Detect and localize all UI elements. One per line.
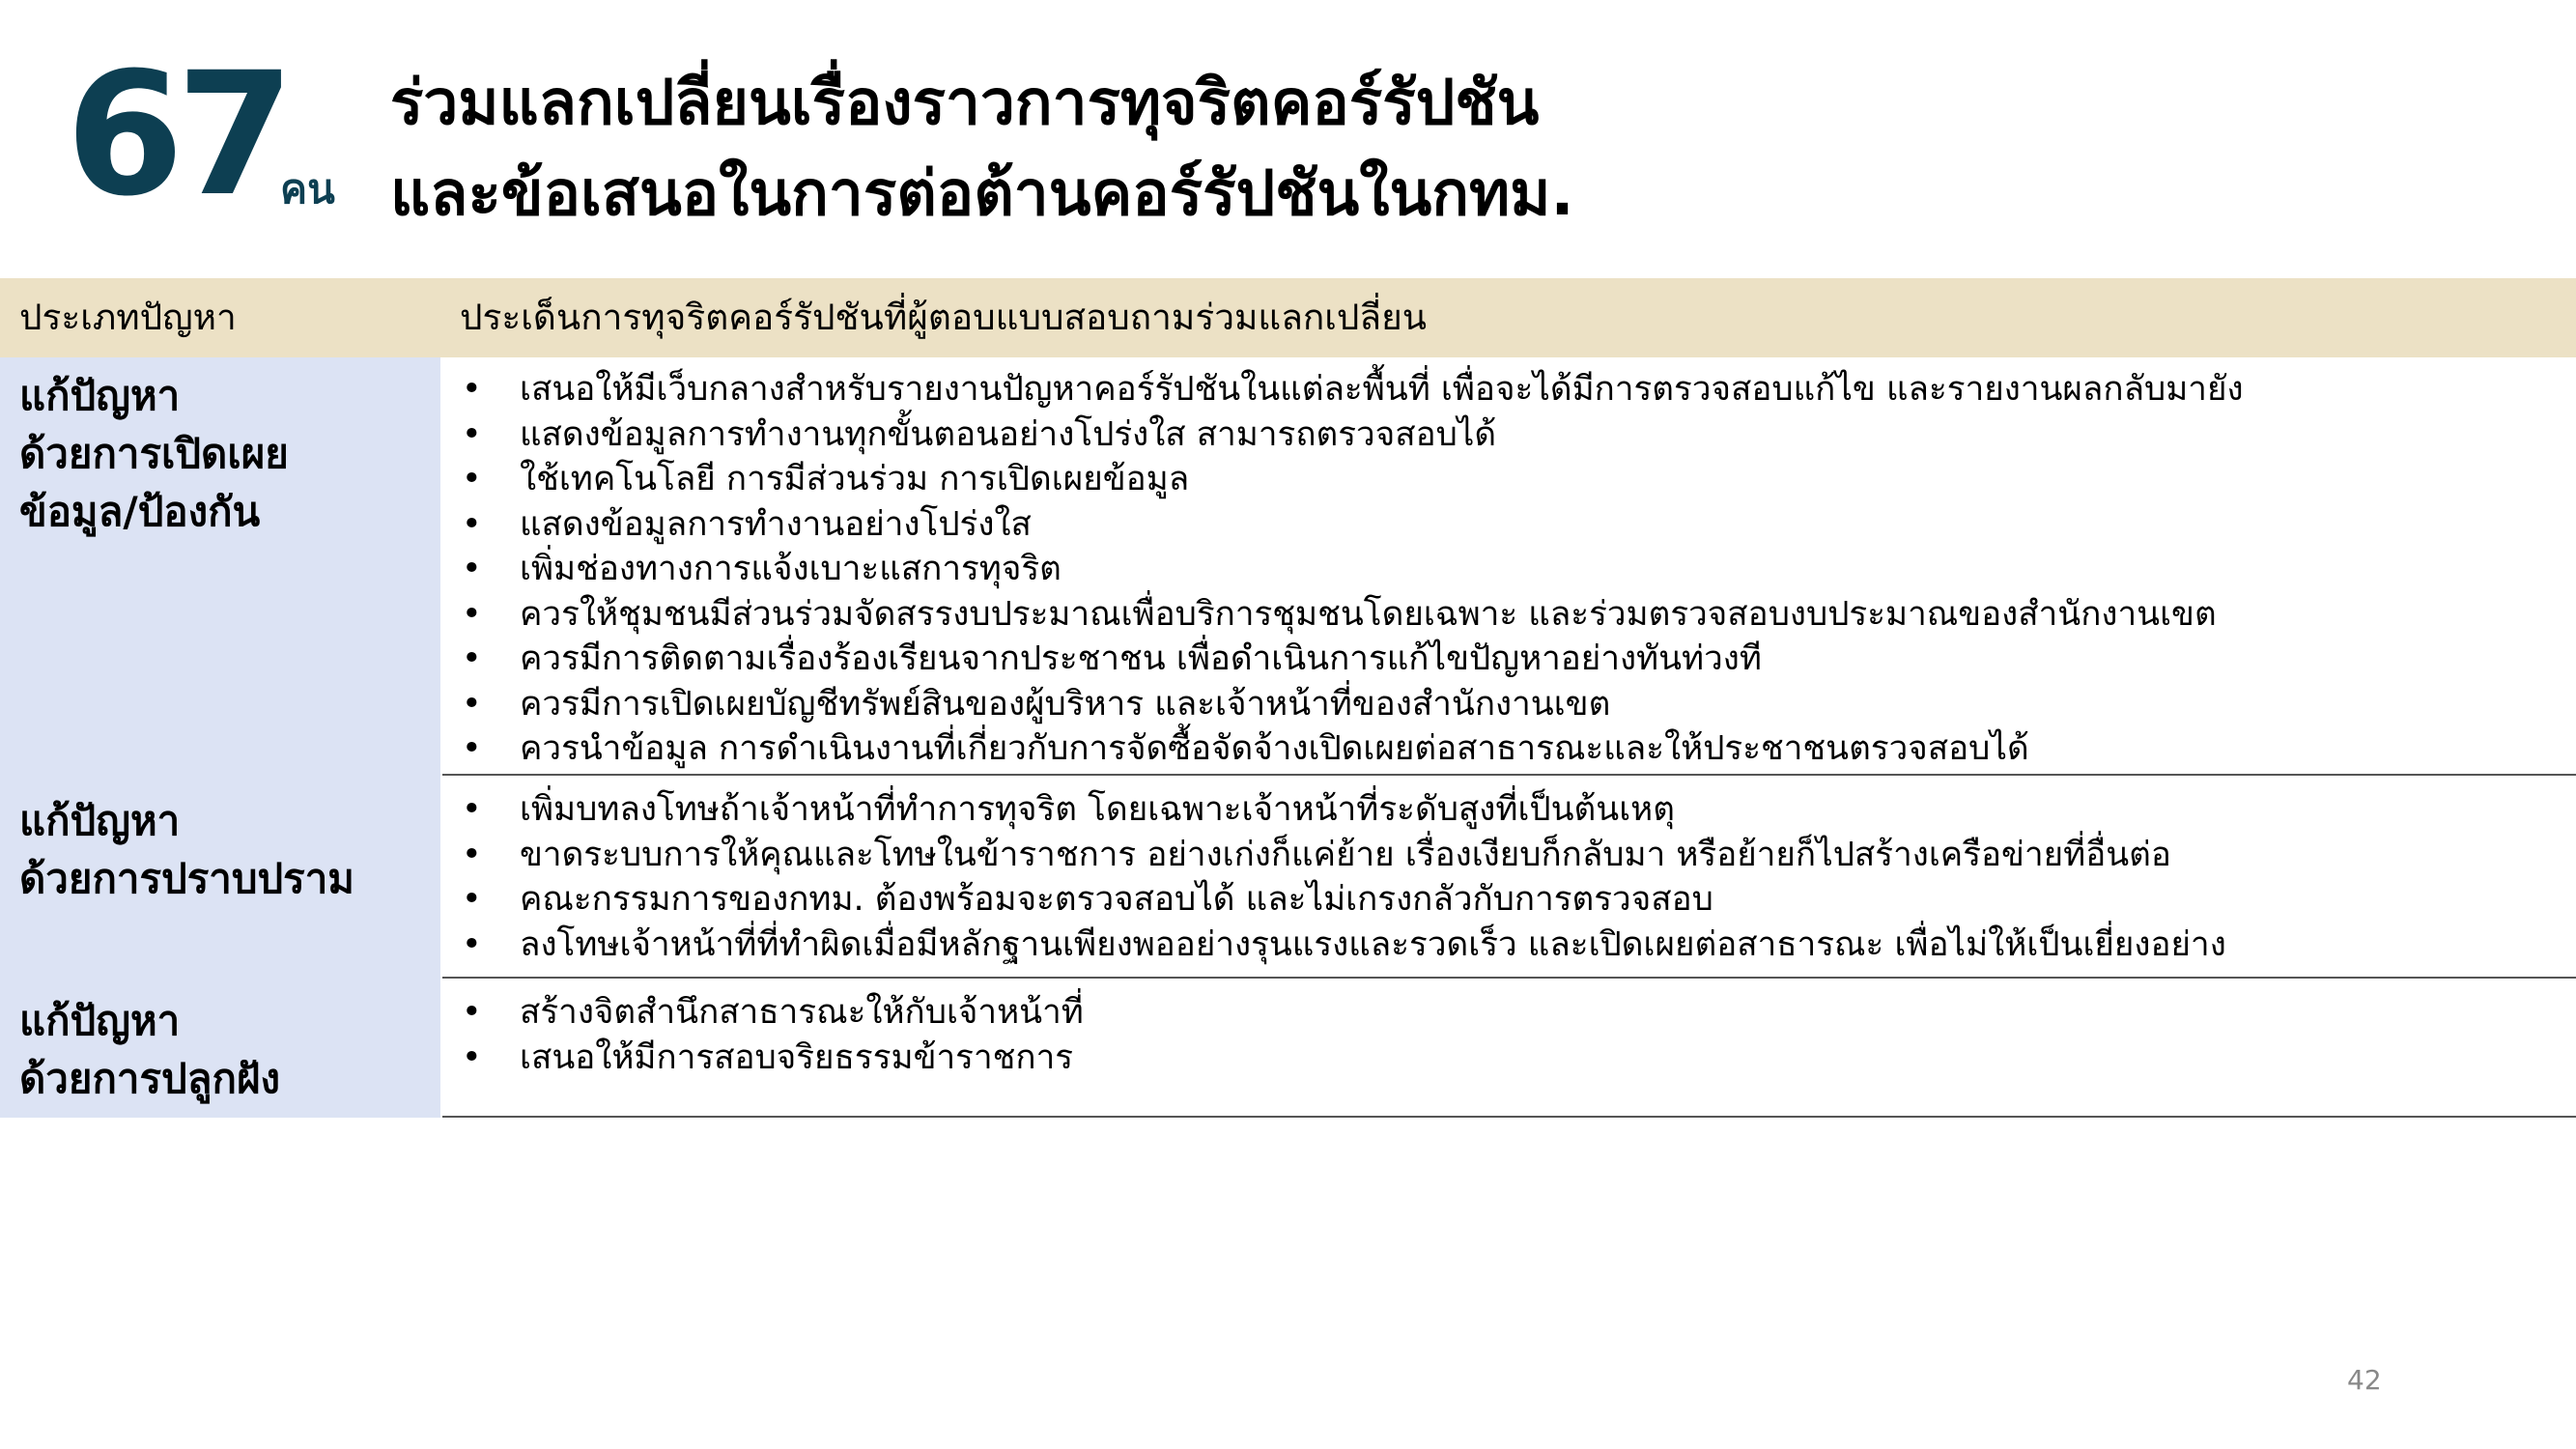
category-line: ด้วยการเปิดเผย [19, 430, 289, 477]
slide-header [0, 0, 2576, 280]
issue-item: • ควรมีการเปิดเผยบัญชีทรัพย์สินของผู้บริหาร และเจ้าหน้าที่ของสำนักงานเขต [442, 682, 2576, 727]
issue-item: • ควรให้ชุมชนมีส่วนร่วมจัดสรรงบประมาณเพื่อบริการชุมชนโดยเฉพาะ และร่วมตรวจสอบงบประมาณของสำนักงานเขต [442, 592, 2576, 638]
issue-item: • คณะกรรมการของกทม. ต้องพร้อมจะตรวจสอบได้ และไม่เกรงกลัวกับการตรวจสอบ [442, 877, 2576, 923]
issue-list [442, 980, 2576, 1080]
category-line: ด้วยการปราบปราม [19, 855, 354, 902]
issue-item: • ใช้เทคโนโลยี การมีส่วนร่วม การเปิดเผยข้อมูล [442, 457, 2576, 502]
issue-item: • ลงโทษเจ้าหน้าที่ที่ทำผิดเมื่อมีหลักฐานเพียงพออย่างรุนแรงและรวดเร็ว และเปิดเผยต่อสาธารณะ เพื่อไม่ให้เป็นเยี่ยงอย่าง [442, 923, 2576, 968]
issue-group-suppression [442, 778, 2576, 979]
issue-list [442, 778, 2576, 967]
category-disclosure [19, 367, 435, 541]
slide-title [390, 58, 2515, 240]
issue-item: • แสดงข้อมูลการทำงานทุกขั้นตอนอย่างโปร่งใส สามารถตรวจสอบได้ [442, 412, 2576, 458]
column-header-type: ประเภทปัญหา [19, 297, 237, 338]
respondent-unit: คน [280, 165, 335, 213]
category-line: ด้วยการปลูกฝัง [19, 1055, 280, 1102]
issue-item: • เพิ่มช่องทางการแจ้งเบาะแสการทุจริต [442, 547, 2576, 592]
column-header-issue: ประเด็นการทุจริตคอร์รัปชันที่ผู้ตอบแบบสอบถามร่วมแลกเปลี่ยน [460, 297, 1428, 338]
issue-group-disclosure [442, 357, 2576, 776]
respondent-count: 67 [66, 36, 287, 234]
issue-item: • ควรมีการติดตามเรื่องร้องเรียนจากประชาชน เพื่อดำเนินการแก้ไขปัญหาอย่างทันท่วงที [442, 637, 2576, 682]
category-line: แก้ปัญหา [19, 372, 181, 419]
page-number: 42 [2347, 1364, 2382, 1396]
table-header-row [0, 278, 2576, 357]
category-cultivation [19, 992, 435, 1108]
issue-item: • เสนอให้มีเว็บกลางสำหรับรายงานปัญหาคอร์รัปชันในแต่ละพื้นที่ เพื่อจะได้มีการตรวจสอบแก้ไข และรายงานผลกลับมายัง [442, 367, 2576, 412]
issue-item: • เพิ่มบทลงโทษถ้าเจ้าหน้าที่ทำการทุจริต โดยเฉพาะเจ้าหน้าที่ระดับสูงที่เป็นต้นเหตุ [442, 787, 2576, 833]
issue-item: • ควรนำข้อมูล การดำเนินงานที่เกี่ยวกับการจัดซื้อจัดจ้างเปิดเผยต่อสาธารณะและให้ประชาชนตรวจสอบได้ [442, 726, 2576, 772]
issue-item: • สร้างจิตสำนึกสาธารณะให้กับเจ้าหน้าที่ [442, 990, 2576, 1036]
category-line: แก้ปัญหา [19, 797, 181, 844]
issue-list [442, 357, 2576, 772]
category-line: แก้ปัญหา [19, 997, 181, 1044]
issue-item: • ขาดระบบการให้คุณและโทษในข้าราชการ อย่างเก่งก็แค่ย้าย เรื่องเงียบก็กลับมา หรือย้ายก็ไปสร้างเครือข่ายที่อื่นต่อ [442, 833, 2576, 878]
category-suppression [19, 792, 435, 908]
issue-group-cultivation [442, 980, 2576, 1118]
issue-item: • แสดงข้อมูลการทำงานอย่างโปร่งใส [442, 502, 2576, 548]
slide-title-line: และข้อเสนอในการต่อต้านคอร์รัปชันในกทม. [390, 158, 1574, 230]
issue-item: • เสนอให้มีการสอบจริยธรรมข้าราชการ [442, 1036, 2576, 1081]
slide-title-line: ร่วมแลกเปลี่ยนเรื่องราวการทุจริตคอร์รัปชัน [390, 68, 1540, 139]
category-line: ข้อมูล/ป้องกัน [19, 488, 261, 535]
